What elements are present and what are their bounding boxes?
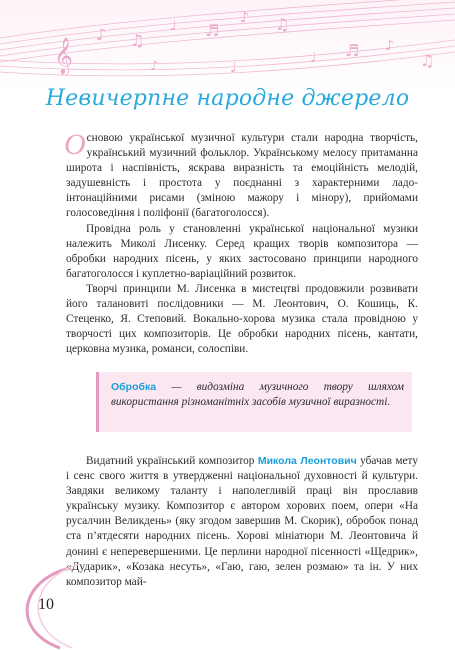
definition-text: — видозміна музичного твору шляхом використання різноманітніх засобів музичної виразності. xyxy=(111,381,404,408)
composer-name: Микола Леонтович xyxy=(257,455,357,467)
page-number: 10 xyxy=(38,596,54,613)
svg-text:♪: ♪ xyxy=(150,59,159,74)
svg-text:♬: ♬ xyxy=(205,21,220,40)
page-title: Невичерпне народне джерело xyxy=(45,86,410,111)
music-staff-icon xyxy=(0,0,455,95)
definition-box xyxy=(96,372,412,432)
svg-text:♪: ♪ xyxy=(240,10,249,26)
svg-text:♪: ♪ xyxy=(385,38,394,54)
svg-text:♫: ♫ xyxy=(420,51,435,70)
svg-text:♩: ♩ xyxy=(310,50,317,66)
paragraph-leontovych: Видатний український композитор Микола Леонтович убачав мету і сенс свого життя в утвердженні національної духовності й культури. Завдяки великому таланту і наполегливій праці він прославив українську музику. Композитор є автором хорових поем, опери «На русалчин Великдень» (яку згодом завершив М. Скорик), обробок понад ста п’ятдесяти народних пісень. Хорові мініатюри М. Леонтовича й донині є неперевершеними. Це перлини народної пісенності «Щедрик», «Дударик», «Козака несуть», «Гаю, гаю, зелен розмаю» та ін. У них композитор май- xyxy=(66,455,418,588)
paragraph-followers: Творчі принципи М. Лисенка в мистецтві продовжили розвивати його талановиті послідовники — М. Леонтович, О. Кошиць, К. Стеценко, Я. Степовий. Вокально-хорова музика стала провідною у творчості цих композиторів. Це обробки народних пісень, кантати, церковна музика, романси, солоспіви. xyxy=(66,282,418,356)
definition-term: Обробка xyxy=(111,381,157,393)
svg-text:♫: ♫ xyxy=(275,15,290,34)
paragraph-lysenko: Провідна роль у становленні української національної музики належить Миколі Лисенку. Серед кращих творів композитора — обробки народних пісень, у яких застосовано принципи народного багатоголосся і куплетно-варіаційний розвиток. xyxy=(66,222,418,280)
svg-text:♩: ♩ xyxy=(170,18,177,34)
svg-text:𝄞: 𝄞 xyxy=(54,36,73,74)
drop-cap: О xyxy=(64,128,86,161)
intro-section xyxy=(64,128,418,357)
svg-text:♫: ♫ xyxy=(130,31,145,50)
music-header-decoration xyxy=(0,0,455,95)
svg-text:♩: ♩ xyxy=(230,60,237,76)
page-corner-decoration xyxy=(0,560,120,650)
svg-text:♬: ♬ xyxy=(345,41,360,60)
paragraph-folklore: Основою української музичної культури стали народна творчість, український музичний фольклор. Українському мелосу притаманна широта і наспівність, яскрава виразність та емоційність мелодій, задушевність і простота у поєднанні з характерними ладо-інтонаційними рисами (зміною мажору і мінору), прийомами голосоведіння і поліфонії (багатоголосся). xyxy=(64,128,418,220)
svg-text:♪: ♪ xyxy=(96,25,107,44)
